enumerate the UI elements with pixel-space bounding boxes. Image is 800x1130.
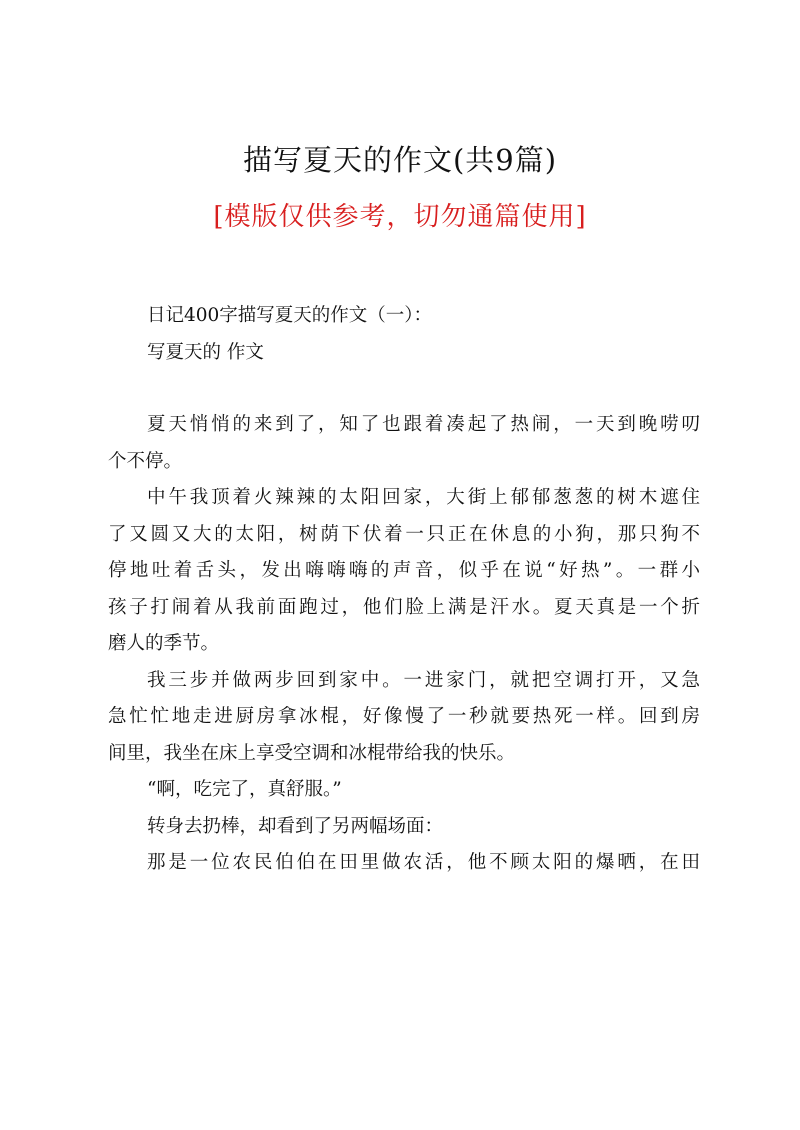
paragraph-line: 磨人的季节。 [108, 633, 220, 654]
paragraph-line: 个不停。 [108, 450, 183, 472]
essay-title: 写夏天的 作文 [147, 341, 264, 363]
paragraph-line: 孩子打闹着从我前面跑过，他们脸上满是汗水。夏天真是一个折 [108, 596, 700, 618]
paragraph-line: 中午我顶着火辣辣的太阳回家，大街上郁郁葱葱的树木遮住 [147, 487, 700, 508]
paragraph-line: “啊，吃完了，真舒服。” [147, 779, 342, 800]
document-body [108, 298, 700, 882]
paragraph-line: 间里，我坐在床上享受空调和冰棍带给我的快乐。 [108, 742, 516, 764]
paragraph-line: 转身去扔棒，却看到了另两幅场面： [147, 815, 444, 837]
paragraph-line: 我三步并做两步回到家中。一进家门，就把空调打开，又急 [147, 669, 700, 691]
paragraph-line: 停地吐着舌头，发出嗨嗨嗨的声音，似乎在说“好热”。一群小 [108, 560, 700, 581]
section-heading: 日记400字描写夏天的作文（一）： [147, 305, 433, 326]
paragraph-line: 急忙忙地走进厨房拿冰棍，好像慢了一秒就要热死一样。回到房 [108, 706, 700, 727]
paragraph-line: 那是一位农民伯伯在田里做农活，他不顾太阳的爆晒，在田 [147, 852, 700, 873]
blank-line [108, 371, 700, 407]
paragraph-line: 夏天悄悄的来到了，知了也跟着凑起了热闹，一天到晚唠叨 [147, 414, 700, 435]
paragraph-line: 了又圆又大的太阳，树荫下伏着一只正在休息的小狗，那只狗不 [108, 523, 700, 545]
document-title: 描写夏天的作文(共9篇) [242, 143, 558, 177]
document-subtitle: [模版仅供参考，切勿通篇使用] [213, 202, 587, 232]
